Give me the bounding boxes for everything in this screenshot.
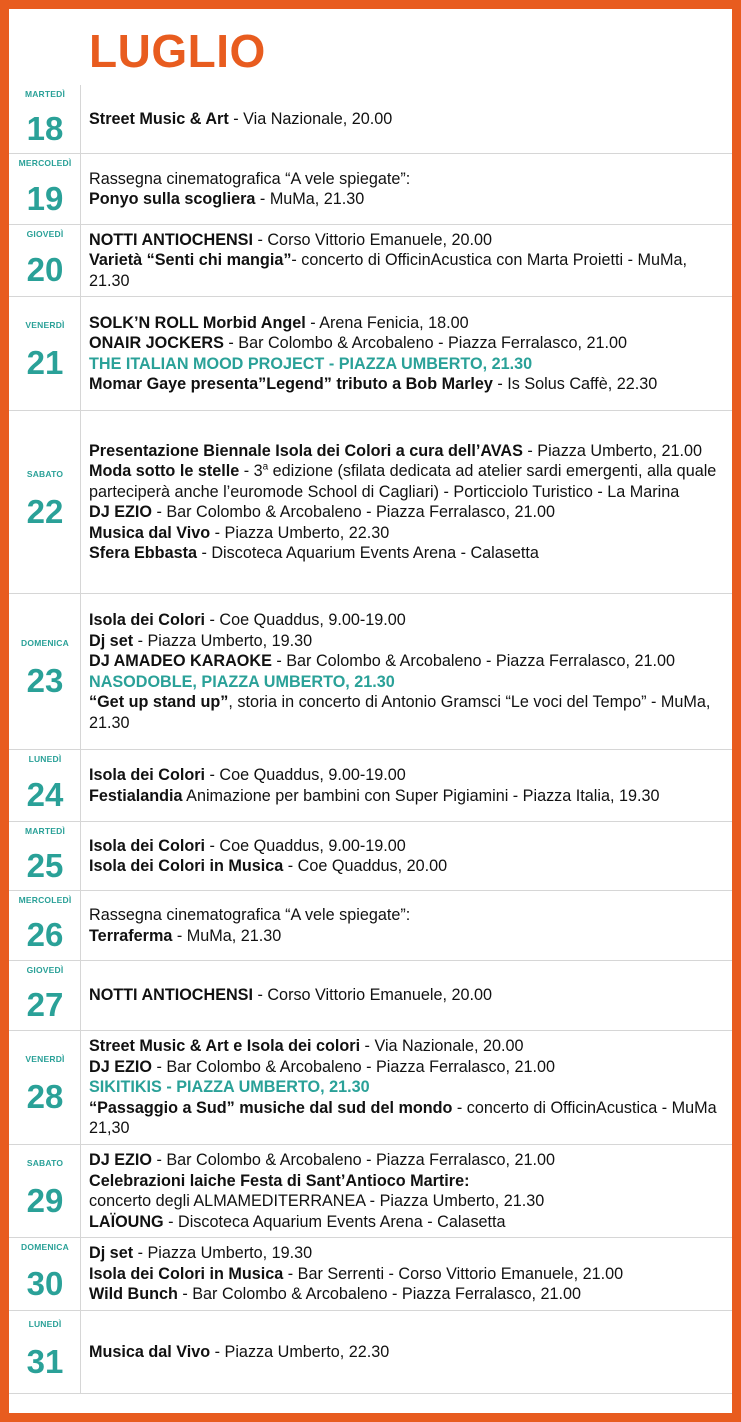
event-details: - Bar Serrenti - Corso Vittorio Emanuele, 21.00 — [283, 1264, 624, 1283]
weekday-label: MERCOLEDÌ — [18, 158, 72, 168]
day-row — [9, 750, 732, 822]
day-row — [9, 1311, 732, 1394]
weekday-label: VENERDÌ — [25, 320, 65, 330]
event-line — [89, 250, 724, 291]
event-details: - Discoteca Aquarium Events Arena - Calasetta — [163, 1212, 506, 1231]
event-title: Terraferma — [89, 926, 173, 945]
event-line — [89, 1098, 724, 1139]
event-title: SOLK’N ROLL Morbid Angel — [89, 313, 306, 332]
event-title: Momar Gaye presenta”Legend” tributo a Bob Marley — [89, 375, 493, 393]
event-text: Rassegna cinematografica “A vele spiegate”: — [89, 906, 411, 924]
event-line — [89, 651, 724, 672]
event-line — [89, 1264, 724, 1285]
event-line — [89, 1212, 724, 1233]
ordinal-superscript: a — [262, 461, 269, 473]
day-row — [9, 1238, 732, 1311]
weekday-label: SABATO — [26, 1158, 64, 1168]
day-number: 19 — [26, 180, 64, 217]
event-title: NOTTI ANTIOCHENSI — [89, 986, 253, 1005]
day-column — [9, 297, 81, 410]
day-number: 25 — [26, 847, 64, 884]
day-column — [9, 411, 81, 593]
event-details: - Bar Colombo & Arcobaleno - Piazza Ferralasco, 21.00 — [223, 334, 628, 352]
event-details: - Piazza Umberto, 19.30 — [133, 1244, 313, 1263]
event-line — [89, 836, 724, 857]
event-details: - Corso Vittorio Emanuele, 20.00 — [252, 986, 493, 1005]
event-line — [89, 1057, 724, 1078]
day-row — [9, 822, 732, 891]
event-details: - 3 — [239, 462, 263, 480]
day-number: 29 — [26, 1182, 64, 1219]
event-line — [89, 926, 724, 947]
event-line — [89, 1191, 724, 1212]
event-line — [89, 543, 724, 564]
weekday-label: SABATO — [26, 469, 64, 479]
event-line — [89, 1077, 724, 1098]
day-row — [9, 961, 732, 1031]
day-number: 23 — [26, 662, 64, 699]
event-line — [89, 109, 724, 130]
day-column — [9, 1238, 81, 1310]
event-list — [81, 411, 732, 593]
event-list — [81, 594, 732, 749]
day-row — [9, 297, 732, 411]
day-row — [9, 411, 732, 594]
event-line — [89, 1284, 724, 1305]
event-line — [89, 1171, 724, 1192]
event-line — [89, 1150, 724, 1171]
event-details: - Coe Quaddus, 9.00-19.00 — [205, 611, 406, 629]
event-title: LAÏOUNG — [89, 1212, 164, 1231]
event-list — [81, 297, 732, 410]
event-details: - Discoteca Aquarium Events Arena - Calasetta — [196, 544, 539, 562]
event-list — [81, 1311, 732, 1393]
event-highlight: NASODOBLE, PIAZZA UMBERTO, 21.30 — [89, 672, 395, 691]
event-list — [81, 1031, 732, 1144]
event-list — [81, 154, 732, 224]
day-column — [9, 891, 81, 960]
event-details: - Corso Vittorio Emanuele, 20.00 — [252, 230, 493, 249]
event-details: - Is Solus Caffè, 22.30 — [492, 375, 658, 393]
event-title: Presentazione Biennale Isola dei Colori a cura dell’AVAS — [89, 441, 523, 460]
event-details: - Piazza Umberto, 22.30 — [210, 523, 390, 542]
event-details: edizione (sfilata dedicata ad atelier sardi emergenti, alla quale parteciperà anche l’euromode School di Cagliari) - Porticciolo Turistico - La Marina — [89, 462, 717, 501]
event-details: - Bar Colombo & Arcobaleno - Piazza Ferralasco, 21.00 — [151, 1151, 556, 1169]
weekday-label: MARTEDÌ — [24, 89, 66, 99]
event-line — [89, 374, 724, 395]
event-line — [89, 502, 724, 523]
event-title: Moda sotto le stelle — [89, 462, 240, 480]
event-line — [89, 441, 724, 462]
day-column — [9, 85, 81, 153]
day-number: 24 — [26, 776, 64, 813]
event-text: Rassegna cinematografica “A vele spiegate”: — [89, 169, 411, 188]
weekday-label: MARTEDÌ — [24, 826, 66, 836]
weekday-label: GIOVEDÌ — [26, 965, 64, 975]
weekday-label: GIOVEDÌ — [26, 229, 64, 239]
weekday-label: MERCOLEDÌ — [18, 895, 72, 905]
event-title: Musica dal Vivo — [89, 523, 211, 542]
event-details: - Via Nazionale, 20.00 — [360, 1037, 524, 1056]
day-number: 30 — [26, 1265, 64, 1302]
event-title: “Passaggio a Sud” musiche dal sud del mondo — [89, 1098, 453, 1117]
day-row — [9, 1031, 732, 1145]
day-column — [9, 1031, 81, 1144]
event-line — [89, 905, 724, 926]
day-number: 26 — [26, 916, 64, 953]
event-title: Isola dei Colori in Musica — [89, 857, 284, 875]
weekday-label: LUNEDÌ — [28, 754, 62, 764]
event-details: Animazione per bambini con Super Pigiamini - Piazza Italia, 19.30 — [182, 786, 660, 805]
day-column — [9, 225, 81, 296]
day-column — [9, 1145, 81, 1237]
weekday-label: DOMENICA — [21, 638, 69, 648]
weekday-label: VENERDÌ — [25, 1054, 65, 1064]
event-line — [89, 313, 724, 334]
event-highlight: THE ITALIAN MOOD PROJECT - PIAZZA UMBERTO, 21.30 — [89, 354, 533, 373]
event-title: Isola dei Colori — [89, 766, 206, 784]
day-column — [9, 1311, 81, 1393]
event-details: - Piazza Umberto, 19.30 — [133, 631, 313, 650]
event-details: , storia in concerto di Antonio Gramsci “Le voci del Tempo” - MuMa, 21.30 — [89, 693, 711, 732]
day-row — [9, 594, 732, 750]
event-title: DJ AMADEO KARAOKE — [89, 652, 272, 670]
event-title: Dj set — [89, 1244, 134, 1263]
event-details: - Bar Colombo & Arcobaleno - Piazza Ferralasco, 21.00 — [271, 652, 675, 670]
event-line — [89, 692, 724, 733]
day-row — [9, 154, 732, 225]
day-number: 22 — [26, 493, 64, 530]
event-line — [89, 354, 724, 375]
event-title: Street Music & Art — [89, 109, 229, 128]
day-row — [9, 891, 732, 961]
event-line — [89, 189, 724, 210]
day-number: 28 — [26, 1078, 64, 1115]
day-number: 21 — [26, 344, 64, 381]
event-details: - Bar Colombo & Arcobaleno - Piazza Ferralasco, 21.00 — [151, 503, 556, 521]
event-line — [89, 672, 724, 693]
event-details: - Piazza Umberto, 21.00 — [522, 441, 702, 460]
event-details: - concerto di OfficinAcustica con Marta Proietti - MuMa, 21.30 — [89, 251, 687, 290]
event-line — [89, 230, 724, 251]
calendar-frame — [9, 9, 732, 1413]
day-column — [9, 961, 81, 1030]
day-row — [9, 85, 732, 154]
event-details: - Coe Quaddus, 9.00-19.00 — [205, 836, 406, 855]
day-row — [9, 225, 732, 297]
event-title: Isola dei Colori — [89, 611, 206, 629]
event-details: - Bar Colombo & Arcobaleno - Piazza Ferralasco, 21.00 — [177, 1285, 581, 1304]
event-title: Celebrazioni laiche Festa di Sant’Antioco Martire: — [89, 1171, 470, 1190]
day-rows — [9, 85, 732, 1394]
event-title: Festialandia — [89, 786, 183, 805]
event-line — [89, 1342, 724, 1363]
event-line — [89, 610, 724, 631]
event-list — [81, 225, 732, 296]
event-list — [81, 891, 732, 960]
day-column — [9, 822, 81, 890]
event-title: DJ EZIO — [89, 1057, 152, 1076]
event-title: DJ EZIO — [89, 1151, 152, 1169]
event-details: - concerto di OfficinAcustica - MuMa 21,30 — [89, 1098, 717, 1138]
day-column — [9, 594, 81, 749]
weekday-label: LUNEDÌ — [28, 1319, 62, 1329]
event-details: - MuMa, 21.30 — [172, 926, 282, 945]
event-details: - Bar Colombo & Arcobaleno - Piazza Ferralasco, 21.00 — [151, 1057, 556, 1076]
event-list — [81, 1238, 732, 1310]
event-line — [89, 461, 724, 502]
event-line — [89, 333, 724, 354]
event-line — [89, 169, 724, 190]
event-line — [89, 786, 724, 807]
event-details: - Coe Quaddus, 9.00-19.00 — [205, 766, 406, 784]
day-column — [9, 154, 81, 224]
event-text: concerto degli ALMAMEDITERRANEA - Piazza Umberto, 21.30 — [89, 1192, 545, 1210]
event-title: Isola dei Colori — [89, 836, 206, 855]
event-list — [81, 822, 732, 890]
event-line — [89, 765, 724, 786]
event-details: - Coe Quaddus, 20.00 — [283, 857, 448, 875]
event-title: Wild Bunch — [89, 1285, 178, 1304]
event-line — [89, 1036, 724, 1057]
event-title: NOTTI ANTIOCHENSI — [89, 230, 253, 249]
event-title: Isola dei Colori in Musica — [89, 1264, 284, 1283]
day-column — [9, 750, 81, 821]
event-line — [89, 856, 724, 877]
event-title: ONAIR JOCKERS — [89, 334, 224, 352]
event-highlight: SIKITIKIS - PIAZZA UMBERTO, 21.30 — [89, 1078, 370, 1097]
event-title: Sfera Ebbasta — [89, 544, 197, 562]
event-details: - Arena Fenicia, 18.00 — [305, 313, 469, 332]
day-row — [9, 1145, 732, 1238]
event-line — [89, 1243, 724, 1264]
event-title: Ponyo sulla scogliera — [89, 190, 256, 208]
event-title: Dj set — [89, 631, 134, 650]
event-list — [81, 85, 732, 153]
month-title: LUGLIO — [89, 25, 266, 77]
event-line — [89, 631, 724, 652]
event-title: Street Music & Art e Isola dei colori — [89, 1037, 361, 1056]
day-number: 27 — [26, 986, 64, 1023]
event-line — [89, 523, 724, 544]
event-line — [89, 985, 724, 1006]
event-title: DJ EZIO — [89, 503, 152, 521]
event-title: Musica dal Vivo — [89, 1342, 211, 1361]
event-title: Varietà “Senti chi mangia” — [89, 251, 292, 270]
day-number: 18 — [26, 110, 64, 147]
weekday-label: DOMENICA — [21, 1242, 69, 1252]
day-number: 20 — [26, 251, 64, 288]
event-list — [81, 961, 732, 1030]
event-list — [81, 1145, 732, 1237]
event-list — [81, 750, 732, 821]
event-details: - Via Nazionale, 20.00 — [228, 109, 393, 128]
day-number: 31 — [26, 1343, 64, 1380]
top-strip — [9, 9, 732, 19]
event-details: - MuMa, 21.30 — [255, 190, 365, 208]
event-title: “Get up stand up” — [89, 693, 229, 711]
event-details: - Piazza Umberto, 22.30 — [210, 1342, 390, 1361]
